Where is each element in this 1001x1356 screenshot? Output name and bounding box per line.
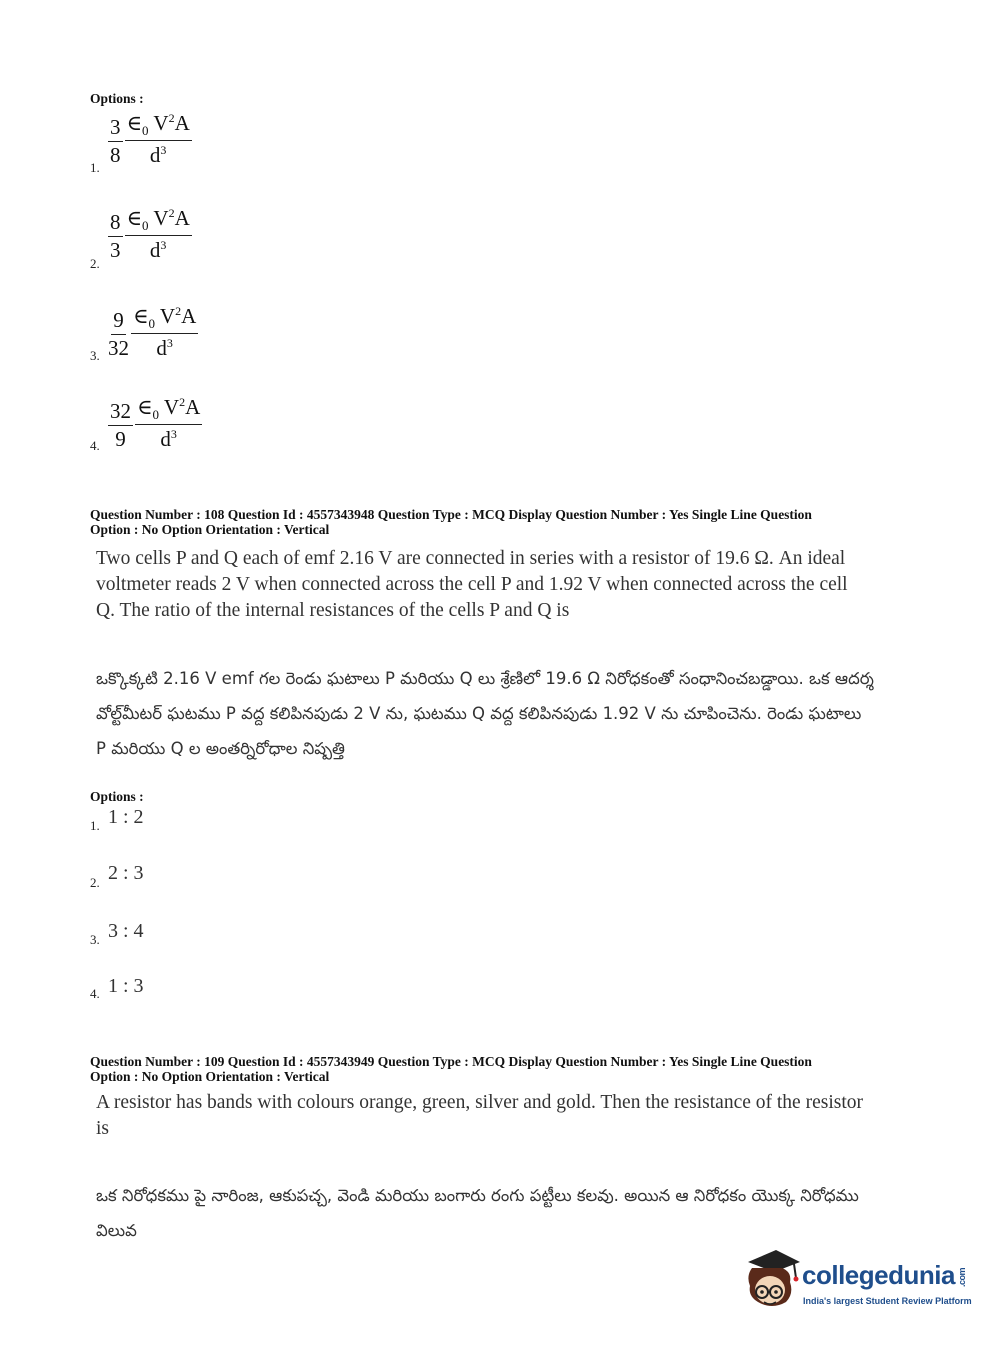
- option-value: 3 : 4: [108, 920, 144, 942]
- formula-option-2: $\frac{8}{3}$ $\frac{\in_0 V^2A}{d^3}$: [110, 206, 190, 263]
- options-header: Options :: [90, 91, 144, 106]
- question-meta: Question Number : 109 Question Id : 4557343949 Question Type : MCQ Display Question Number : Yes Single Line Question Option : No Option Orientation : Vertical: [90, 1054, 812, 1084]
- option-number: 3.: [90, 348, 100, 363]
- question-text-telugu: ఒక నిరోధకము పై నారింజ, ఆకుపచ్చ, వెండి మరియు బంగారు రంగు పట్టీలు కలవు. అయిన ఆ నిరోధకం యొక్క నిరోధము విలువ: [96, 1186, 859, 1240]
- option-number: 3.: [90, 932, 100, 947]
- question-text-english: A resistor has bands with colours orange, green, silver and gold. Then the resistance of the resistor is: [96, 1092, 863, 1139]
- mascot-icon: [742, 1248, 802, 1310]
- option-number: 4.: [90, 986, 100, 1001]
- option-value: 1 : 3: [108, 975, 144, 997]
- option-number: 2.: [90, 875, 100, 890]
- question-meta: Question Number : 108 Question Id : 4557343948 Question Type : MCQ Display Question Number : Yes Single Line Question Option : No Option Orientation : Vertical: [90, 507, 812, 537]
- option-number: 4.: [90, 438, 100, 453]
- formula-option-4: $\frac{32}{9}$ $\frac{\in_0 V^2A}{d^3}$: [110, 395, 201, 452]
- option-value: 1 : 2: [108, 806, 144, 828]
- question-text-english: Two cells P and Q each of emf 2.16 V are connected in series with a resistor of 19.6 Ω. An ideal voltmeter reads 2 V when connected across the cell P and 1.92 V when connected across the cell Q. The ratio of the internal resistances of the cells P and Q is: [96, 548, 848, 621]
- formula-option-1: $\frac{3}{8}$ $\frac{\in_0 V^2A}{d^3}$: [110, 111, 190, 168]
- option-number: 1.: [90, 818, 100, 833]
- option-number: 2.: [90, 256, 100, 271]
- brand-dotcom: .com: [956, 1267, 967, 1287]
- option-number: 1.: [90, 160, 100, 175]
- question-text-telugu: ఒక్కొక్కటి 2.16 V emf గల రెండు ఘటాలు P మరియు Q లు శ్రేణిలో 19.6 Ω నిరోధకంతో సంధానించబడ్డాయి. ఒక ఆదర్శ వోల్ట్‌మీటర్ ఘటము P వద్ద కలిపినపుడు 2 V ను, ఘటము Q వద్ద కలిపినపుడు 1.92 V ను చూపించెను. రెండు ఘటాలు P మరియు Q ల అంతర్నిరోధాల నిష్పత్తి: [96, 669, 874, 758]
- options-header: Options :: [90, 789, 144, 804]
- option-value: 2 : 3: [108, 862, 144, 884]
- brand-tagline: India's largest Student Review Platform: [803, 1296, 972, 1306]
- formula-option-3: $\frac{9}{32}$ $\frac{\in_0 V^2A}{d^3}$: [108, 304, 197, 361]
- collegedunia-logo: [742, 1248, 972, 1318]
- brand-name: collegedunia: [802, 1260, 955, 1290]
